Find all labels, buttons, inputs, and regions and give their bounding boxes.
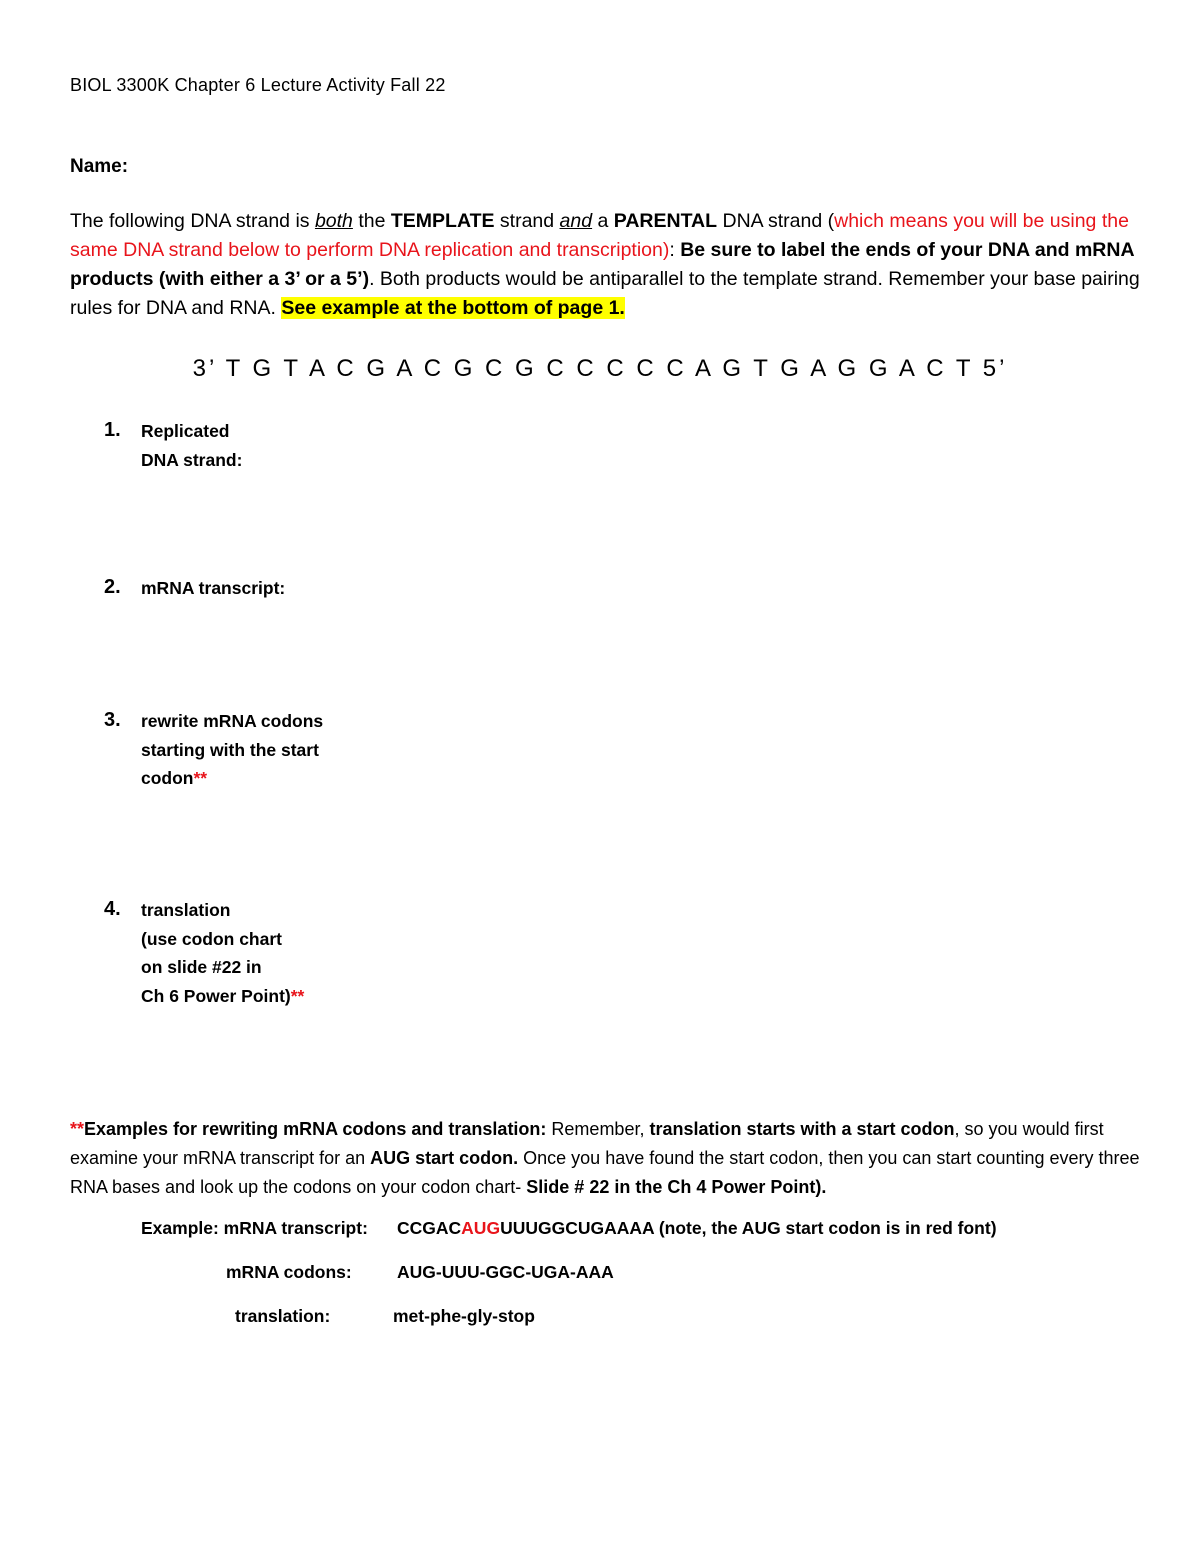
prompt-line: on slide #22 in bbox=[141, 957, 262, 977]
intro-text: DNA strand ( bbox=[717, 210, 835, 232]
question-4-number: 4. bbox=[104, 898, 121, 920]
note-bold-text: Slide # 22 in the Ch 4 Power Point). bbox=[526, 1177, 827, 1197]
prompt-line-text: codon bbox=[141, 768, 194, 788]
intro-emphasis-both: both bbox=[314, 210, 353, 232]
note-bold-text: Examples for rewriting mRNA codons and translation: bbox=[84, 1119, 547, 1139]
question-2-number: 2. bbox=[104, 576, 121, 598]
prompt-line-text: Ch 6 Power Point) bbox=[141, 985, 291, 1006]
prompt-line: DNA strand: bbox=[141, 449, 243, 470]
intro-text: a bbox=[592, 210, 614, 232]
prompt-line: Replicated bbox=[141, 421, 230, 441]
intro-red-text: below to perform DNA replication and transcription) bbox=[228, 239, 670, 261]
prompt-line bbox=[141, 982, 304, 1011]
prompt-line: (use codon chart bbox=[141, 928, 282, 949]
example-translation-value: met-phe-gly-stop bbox=[393, 1306, 535, 1326]
examples-note bbox=[70, 1115, 1145, 1202]
prompt-line: starting with the start bbox=[141, 739, 319, 760]
example-codons-value: AUG-UUU-GGC-UGA-AAA bbox=[397, 1262, 614, 1282]
intro-text: the bbox=[352, 210, 391, 232]
note-bold-text: translation starts with a start codon bbox=[649, 1119, 955, 1139]
intro-parental-word: PARENTAL bbox=[613, 210, 718, 232]
instructions-paragraph bbox=[70, 207, 1140, 323]
asterisk-marker: ** bbox=[70, 1119, 85, 1139]
start-codon-red: AUG bbox=[461, 1218, 501, 1238]
question-4-prompt bbox=[141, 896, 304, 1010]
example-codons-label: mRNA codons: bbox=[226, 1262, 352, 1282]
intro-text: . Both products would be antiparallel to the template strand. Remember your base pairing rules for DNA and RNA. bbox=[70, 268, 1140, 319]
prompt-line: translation bbox=[141, 900, 231, 920]
intro-red-text: which means you will be using the same bbox=[70, 210, 1129, 261]
question-3-prompt bbox=[141, 707, 323, 793]
question-2-prompt bbox=[141, 574, 285, 603]
intro-text: : bbox=[669, 239, 681, 261]
example-translation-label: translation: bbox=[235, 1306, 331, 1326]
intro-template-word: TEMPLATE bbox=[390, 210, 495, 232]
prompt-line: mRNA transcript: bbox=[141, 578, 286, 598]
asterisk-marker: ** bbox=[193, 768, 208, 788]
asterisk-marker: ** bbox=[290, 985, 305, 1006]
transcript-segment: CCGAC bbox=[397, 1218, 462, 1238]
intro-text: The following DNA strand is bbox=[70, 210, 315, 232]
intro-emphasis-and: and bbox=[559, 210, 593, 232]
example-transcript-label: Example: mRNA transcript: bbox=[141, 1218, 368, 1238]
note-bold-text: AUG start codon. bbox=[370, 1148, 519, 1168]
example-transcript-value bbox=[397, 1218, 997, 1239]
highlighted-note: See example at the bottom of page 1. bbox=[281, 297, 625, 319]
note-text: Once you have found the start codon, then you can start counting every three RNA bases and look up the codons on your codon chart- bbox=[70, 1148, 1140, 1197]
note-text: , so you would first examine your mRNA transcript for an bbox=[70, 1119, 1104, 1168]
question-1-prompt bbox=[141, 417, 242, 474]
intro-red-text: DNA strand bbox=[117, 239, 229, 261]
document-header: BIOL 3300K Chapter 6 Lecture Activity Fall 22 bbox=[70, 75, 446, 95]
question-1-number: 1. bbox=[104, 419, 121, 441]
transcript-segment: UUUGGCUGAAAA (note, the AUG start codon is in red font) bbox=[500, 1218, 997, 1238]
name-label: Name: bbox=[70, 156, 129, 177]
question-3-number: 3. bbox=[104, 709, 121, 731]
note-text: Remember, bbox=[546, 1119, 650, 1139]
prompt-line bbox=[141, 764, 323, 793]
intro-bold-instruction: Be sure to label the ends of your DNA and mRNA products (with either a 3’ or a 5’) bbox=[70, 239, 1134, 290]
prompt-line: rewrite mRNA codons bbox=[141, 711, 324, 731]
intro-text: strand bbox=[494, 210, 560, 232]
dna-template-sequence: 3’ T G T A C G A C G C G C C C C C A G T G A G G A C T 5’ bbox=[192, 355, 1008, 382]
